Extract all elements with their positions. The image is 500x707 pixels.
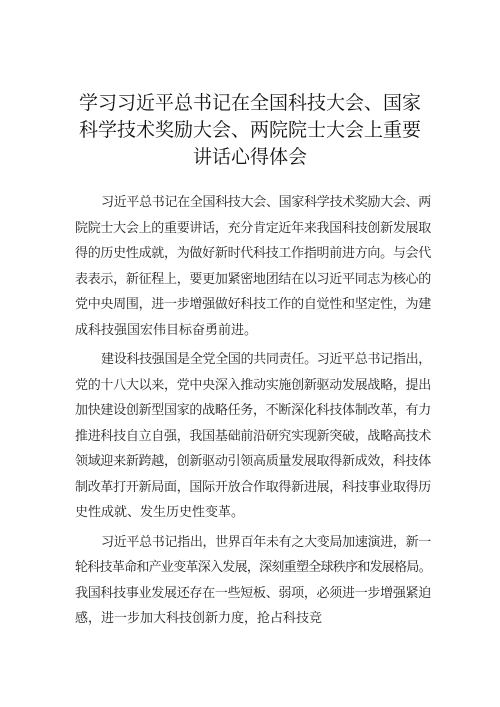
title-line: 讲话心得体会 [192, 146, 307, 168]
paragraph-2 [75, 347, 431, 526]
text-line: 习近平总书记在全国科技大会、国家科学技术奖励大会、两 [101, 195, 431, 210]
text-line: 建设科技强国是全党全国的共同责任。习近平总书记指出， [101, 352, 431, 367]
text-line: 院院士大会上的重要讲话，充分肯定近年来我国科技创新发展取 [75, 220, 431, 236]
text-line: 轮科技革命和产业变革深入发展，深刻重塑全球秩序和发展格局。 [75, 560, 431, 575]
text-line: 史性成就、发生历史性变革。 [75, 505, 245, 520]
text-line: 党中央周围，进一步增强做好科技工作的自觉性和坚定性，为建 [75, 297, 431, 312]
title-line: 科学技术奖励大会、两院院士大会上重要 [78, 119, 421, 141]
text-line: 得的历史性成就，为做好新时代科技工作指明前进方向。与会代 [75, 246, 431, 261]
text-line: 党的十八大以来，党中央深入推动实施创新驱动发展战略，提出 [75, 377, 431, 393]
text-line: 领域迎来新跨越，创新驱动引领高质量发展取得新成效，科技体 [75, 454, 431, 469]
document-title [60, 90, 440, 171]
text-line: 感，进一步加大科技创新力度，抢占科技竞 [75, 611, 323, 626]
text-line: 我国科技事业发展还存在一些短板、弱项，必须进一步增强紧迫 [75, 585, 431, 601]
title-line: 学习习近平总书记在全国科技大会、国家 [78, 92, 421, 114]
text-line: 制改革打开新局面，国际开放合作取得新进展，科技事业取得历 [75, 479, 431, 495]
text-line: 推进科技自立自强，我国基础前沿研究实现新突破，战略高技术 [75, 428, 431, 444]
text-line: 成科技强国宏伟目标奋勇前进。 [75, 322, 258, 338]
document-body [75, 190, 431, 636]
paragraph-3 [75, 530, 431, 632]
text-line: 加快建设创新型国家的战略任务，不断深化科技体制改革，有力 [75, 403, 431, 418]
paragraph-1 [75, 190, 431, 343]
text-line: 表表示，新征程上，要更加紧密地团结在以习近平同志为核心的 [75, 271, 431, 287]
text-line: 习近平总书记指出，世界百年未有之大变局加速演进，新一 [101, 534, 431, 550]
